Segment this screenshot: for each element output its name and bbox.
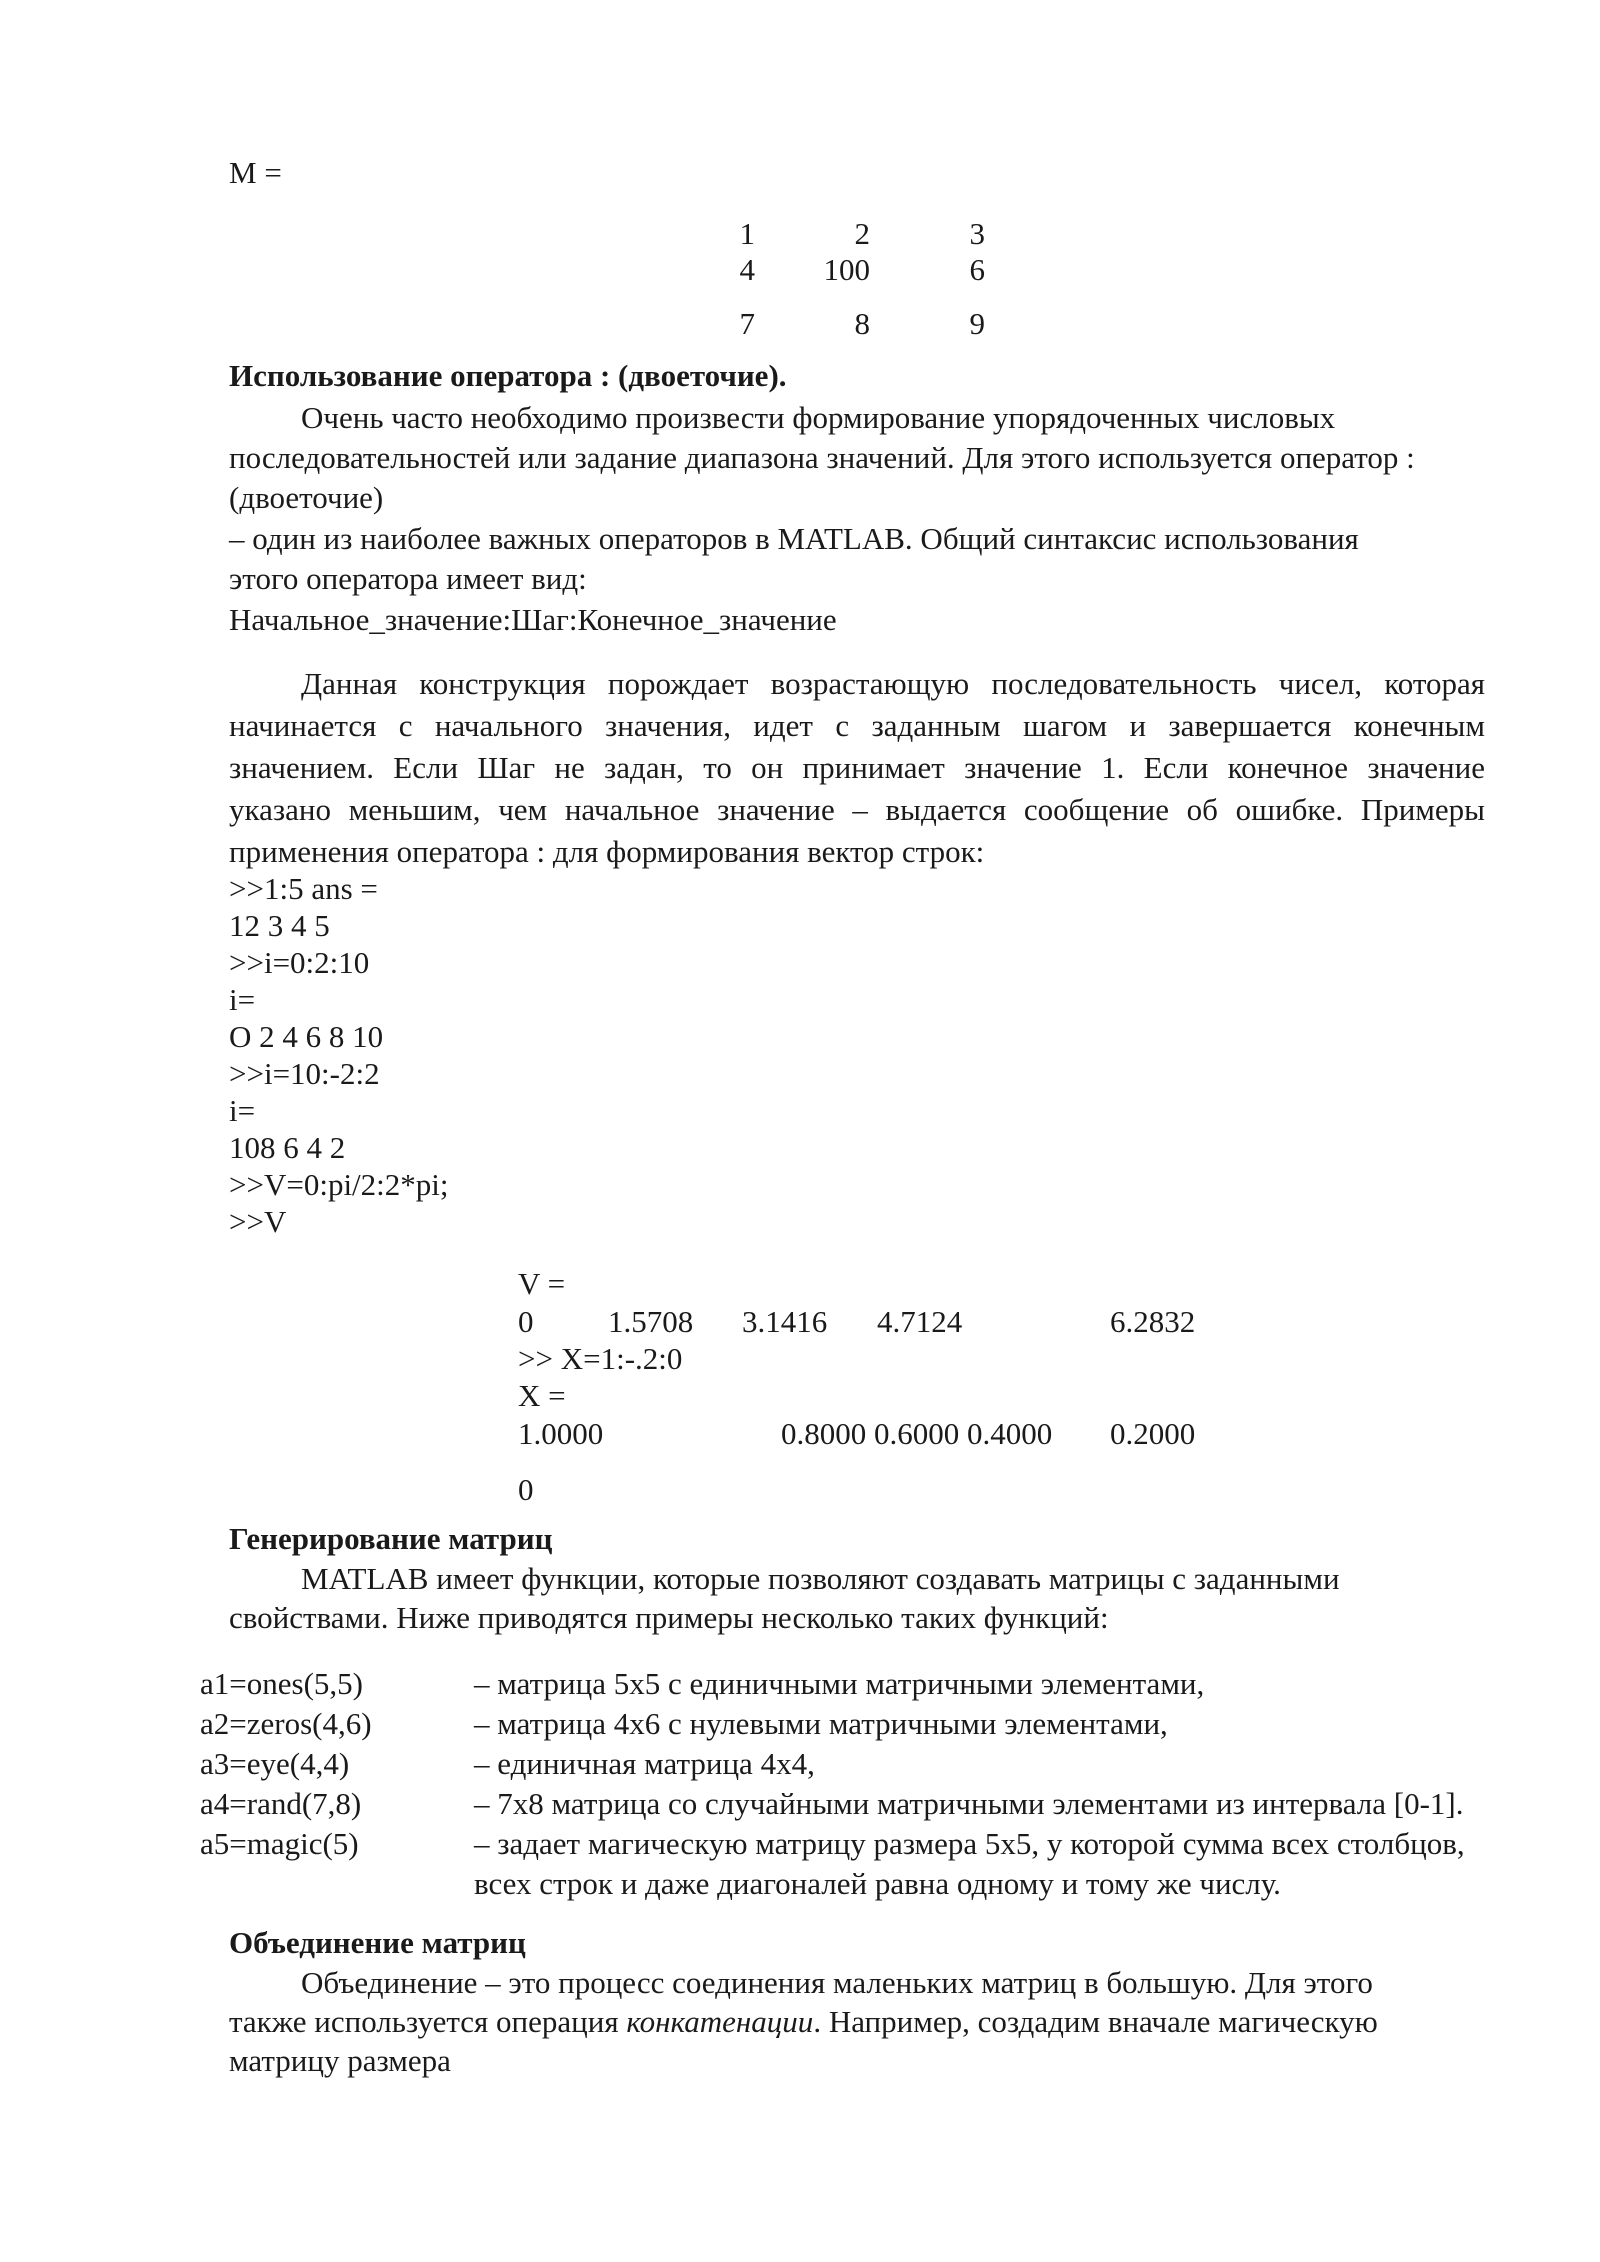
- paragraph-line: Объединение – это процесс соединения маленьких матриц в большую. Для этого: [301, 1965, 1373, 2000]
- function-desc: – матрица 5x5 с единичными матричными элементами,: [474, 1666, 1205, 1701]
- matrix-cell: 4: [739, 252, 755, 287]
- output-label: X =: [518, 1378, 566, 1413]
- code-line: i=: [229, 1093, 256, 1128]
- output-label: V =: [518, 1266, 566, 1301]
- emphasis-text: конкатенации: [626, 2004, 814, 2039]
- paragraph-line: этого оператора имеет вид:: [229, 561, 587, 596]
- function-code: a3=eye(4,4): [200, 1746, 350, 1781]
- section-heading-concatenation: Объединение матриц: [229, 1925, 526, 1960]
- matrix-cell: 9: [969, 306, 985, 341]
- output-value: 3.1416: [742, 1304, 828, 1339]
- paragraph-line: указано меньшим, чем начальное значение – выдается сообщение об ошибке. Примеры: [229, 792, 1485, 827]
- function-desc: – матрица 4x6 с нулевыми матричными элементами,: [474, 1706, 1168, 1741]
- section-heading-colon: Использование оператора : (двоеточие).: [229, 358, 787, 393]
- code-line: О 2 4 6 8 10: [229, 1019, 384, 1054]
- output-value: 4.7124: [877, 1304, 963, 1339]
- code-line: >>i=10:-2:2: [229, 1056, 380, 1091]
- function-desc: – единичная матрица 4x4,: [474, 1746, 815, 1781]
- paragraph-line: – один из наиболее важных операторов в MATLAB. Общий синтаксис использования: [229, 521, 1359, 556]
- code-line: 12 3 4 5: [229, 908, 330, 943]
- matrix-label: M =: [229, 155, 282, 190]
- code-line: 108 6 4 2: [229, 1130, 346, 1165]
- syntax-line: Начальное_значение:Шаг:Конечное_значение: [229, 602, 837, 637]
- paragraph-line: MATLAB имеет функции, которые позволяют создавать матрицы с заданными: [301, 1561, 1340, 1596]
- function-code: a5=magic(5): [200, 1826, 359, 1861]
- output-value: 0: [518, 1472, 534, 1507]
- paragraph-line: последовательностей или задание диапазона значений. Для этого используется оператор :: [229, 440, 1415, 475]
- paragraph-line: значением. Если Шаг не задан, то он принимает значение 1. Если конечное значение: [229, 750, 1485, 785]
- output-value: 1.0000: [518, 1416, 604, 1451]
- text-run: также используется операция: [229, 2004, 627, 2039]
- code-line: >> X=1:-.2:0: [518, 1341, 683, 1376]
- paragraph-line: применения оператора : для формирования вектор строк:: [229, 834, 985, 869]
- output-value: 0.8000 0.6000 0.4000: [781, 1416, 1053, 1451]
- code-line: >>1:5 ans =: [229, 871, 378, 906]
- function-desc: – 7x8 матрица со случайными матричными элементами из интервала [0-1].: [474, 1786, 1464, 1821]
- output-value: 6.2832: [1110, 1304, 1196, 1339]
- code-line: >>V=0:pi/2:2*pi;: [229, 1167, 449, 1202]
- paragraph-line: начинается с начального значения, идет с заданным шагом и завершается конечным: [229, 708, 1485, 743]
- text-run: . Например, создадим вначале магическую: [813, 2004, 1378, 2039]
- matrix-cell: 2: [854, 216, 870, 251]
- paragraph-line: (двоеточие): [229, 480, 384, 515]
- function-code: a1=ones(5,5): [200, 1666, 363, 1701]
- paragraph-line: Данная конструкция порождает возрастающую последовательность чисел, которая: [301, 666, 1485, 701]
- function-desc: – задает магическую матрицу размера 5x5, у которой сумма всех столбцов,: [474, 1826, 1465, 1861]
- matrix-cell: 100: [823, 252, 870, 287]
- code-line: >>V: [229, 1204, 287, 1239]
- paragraph-line: свойствами. Ниже приводятся примеры несколько таких функций:: [229, 1600, 1109, 1635]
- matrix-cell: 3: [969, 216, 985, 251]
- function-desc: всех строк и даже диагоналей равна одному и тому же числу.: [474, 1866, 1281, 1901]
- function-code: a2=zeros(4,6): [200, 1706, 372, 1741]
- output-value: 1.5708: [608, 1304, 694, 1339]
- output-value: 0: [518, 1304, 534, 1339]
- paragraph-line: [229, 2006, 1378, 2037]
- matrix-cell: 8: [854, 306, 870, 341]
- matrix-cell: 7: [739, 306, 755, 341]
- matrix-cell: 6: [969, 252, 985, 287]
- matrix-cell: 1: [739, 216, 755, 251]
- code-line: i=: [229, 982, 256, 1017]
- output-value: 0.2000: [1110, 1416, 1196, 1451]
- paragraph-line: Очень часто необходимо произвести формирование упорядоченных числовых: [301, 400, 1336, 435]
- code-line: >>i=0:2:10: [229, 945, 370, 980]
- function-code: a4=rand(7,8): [200, 1786, 362, 1821]
- section-heading-generation: Генерирование матриц: [229, 1521, 553, 1556]
- paragraph-line: матрицу размера: [229, 2043, 451, 2078]
